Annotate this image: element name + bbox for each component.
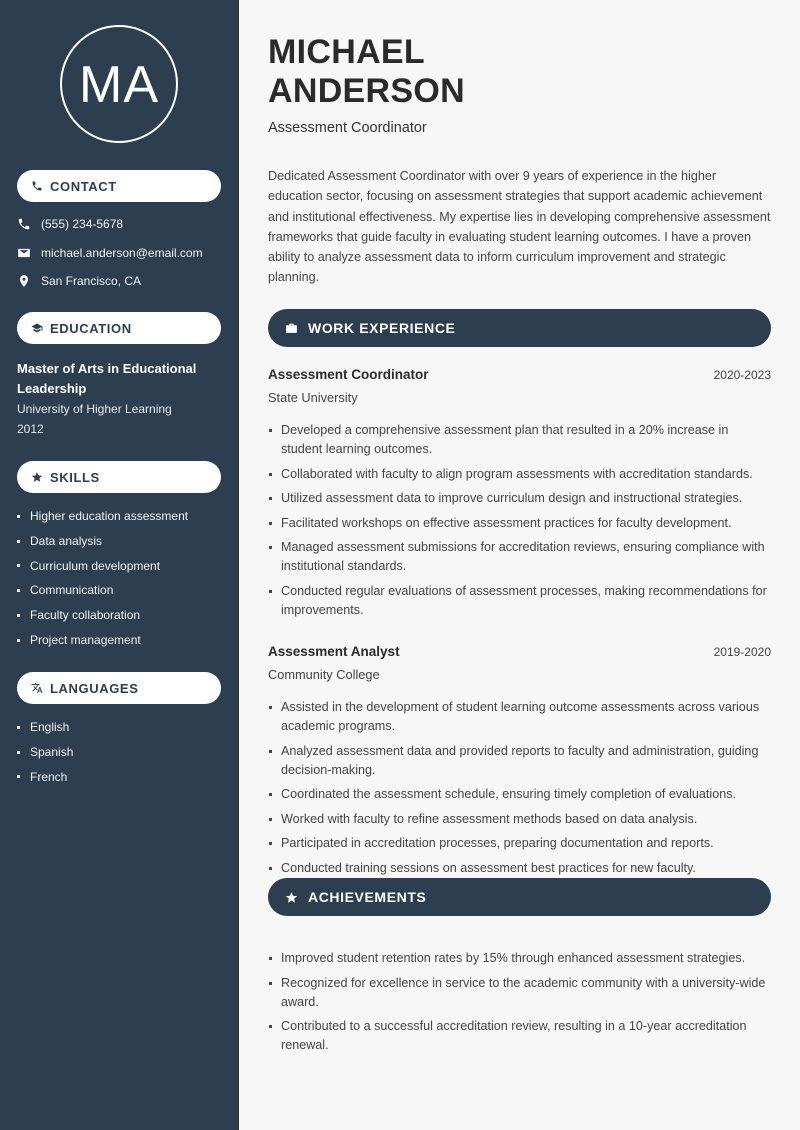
- work-experience-heading-label: WORK EXPERIENCE: [308, 320, 456, 336]
- education-heading: [17, 312, 221, 344]
- list-item: Assisted in the development of student learning outcome assessments across various academic programs.: [268, 698, 771, 736]
- star-icon: [31, 471, 43, 483]
- job-entry-dates: 2020-2023: [713, 368, 771, 382]
- job-title: Assessment Coordinator: [268, 120, 427, 136]
- star-icon: [285, 891, 298, 904]
- phone-icon: [17, 217, 31, 231]
- bullet-icon: [17, 726, 20, 729]
- graduation-cap-icon: [31, 322, 43, 334]
- skill-item: Communication: [17, 578, 188, 603]
- job-entry-bullets: [268, 421, 771, 620]
- email-icon: [17, 246, 31, 260]
- language-item: Spanish: [17, 740, 73, 765]
- avatar: [60, 25, 178, 143]
- skills-heading-label: SKILLS: [50, 469, 100, 485]
- bullet-icon: [17, 564, 20, 567]
- briefcase-icon: [285, 322, 298, 335]
- list-item: Utilized assessment data to improve curriculum design and instructional strategies.: [268, 489, 771, 508]
- bullet-icon: [17, 639, 20, 642]
- list-item: Contributed to a successful accreditation review, resulting in a 10-year accreditation renewal.: [268, 1017, 771, 1055]
- job-entry-organization: State University: [268, 390, 358, 405]
- list-item: Conducted regular evaluations of assessment processes, making recommendations for improvements.: [268, 582, 771, 620]
- list-item: Worked with faculty to refine assessment methods based on data analysis.: [268, 810, 771, 829]
- language-item: French: [17, 765, 73, 790]
- contact-phone[interactable]: [17, 217, 123, 231]
- bullet-icon: [17, 751, 20, 754]
- location-text: San Francisco, CA: [41, 274, 142, 288]
- list-item: Collaborated with faculty to align program assessments with accreditation standards.: [268, 465, 771, 484]
- job-entry-title: Assessment Analyst: [268, 644, 400, 659]
- bullet-icon: [17, 589, 20, 592]
- location-pin-icon: [17, 274, 31, 288]
- job-entry: [268, 644, 771, 883]
- languages-heading-label: LANGUAGES: [50, 680, 139, 696]
- avatar-initials: MA: [79, 56, 159, 114]
- contact-email[interactable]: [17, 246, 203, 260]
- page-title: [268, 33, 465, 111]
- bullet-icon: [17, 775, 20, 778]
- job-entry-organization: Community College: [268, 667, 380, 682]
- list-item: Facilitated workshops on effective assessment practices for faculty development.: [268, 514, 771, 533]
- translate-icon: [31, 682, 43, 694]
- email-address: michael.anderson@email.com: [41, 246, 203, 260]
- skill-item: Data analysis: [17, 529, 188, 554]
- education-degree: Master of Arts in Educational Leadership: [17, 361, 197, 396]
- first-name: MICHAEL: [268, 33, 425, 71]
- phone-number: (555) 234-5678: [41, 217, 124, 231]
- list-item: Participated in accreditation processes, preparing documentation and reports.: [268, 834, 771, 853]
- sidebar: [0, 0, 239, 1130]
- list-item: Analyzed assessment data and provided reports to faculty and administration, guiding decision-making.: [268, 742, 771, 780]
- education-heading-label: EDUCATION: [50, 320, 132, 336]
- contact-location: [17, 274, 141, 288]
- list-item: Developed a comprehensive assessment plan that resulted in a 20% increase in student learning outcomes.: [268, 421, 771, 459]
- phone-icon: [31, 180, 43, 192]
- skill-item: Higher education assessment: [17, 504, 188, 529]
- education-year: 2012: [17, 422, 44, 436]
- bullet-icon: [17, 515, 20, 518]
- list-item: Managed assessment submissions for accreditation reviews, ensuring compliance with institutional standards.: [268, 538, 771, 576]
- job-entry-dates: 2019-2020: [713, 645, 771, 659]
- skills-list: [17, 504, 188, 653]
- languages-list: [17, 715, 73, 789]
- skills-heading: [17, 461, 221, 493]
- contact-heading-label: CONTACT: [50, 178, 117, 194]
- achievements-list: [268, 949, 771, 1061]
- list-item: Coordinated the assessment schedule, ensuring timely completion of evaluations.: [268, 785, 771, 804]
- skill-item: Project management: [17, 628, 188, 653]
- job-entry-bullets: [268, 698, 771, 878]
- languages-heading: [17, 672, 221, 704]
- language-item: English: [17, 715, 73, 740]
- skill-item: Faculty collaboration: [17, 603, 188, 628]
- list-item: Improved student retention rates by 15% through enhanced assessment strategies.: [268, 949, 771, 968]
- achievements-heading-label: ACHIEVEMENTS: [308, 889, 427, 905]
- contact-heading: [17, 170, 221, 202]
- list-item: Recognized for excellence in service to the academic community with a university-wide award.: [268, 974, 771, 1012]
- education-entry: [17, 359, 227, 439]
- bullet-icon: [17, 540, 20, 543]
- job-entry-title: Assessment Coordinator: [268, 367, 429, 382]
- work-experience-heading: [268, 309, 771, 347]
- last-name: ANDERSON: [268, 72, 465, 110]
- list-item: Conducted training sessions on assessment best practices for new faculty.: [268, 859, 771, 878]
- skill-item: Curriculum development: [17, 554, 188, 579]
- bullet-icon: [17, 614, 20, 617]
- profile-summary: Dedicated Assessment Coordinator with over 9 years of experience in the higher education sector, focusing on assessment strategies that support academic achievement and institutional effectiveness. My expertise lies in developing comprehensive assessment frameworks that guide faculty in evaluating student learning outcomes. I have a proven ability to analyze assessment data to inform curriculum improvement and strategic planning.: [268, 169, 771, 285]
- job-entry: [268, 367, 771, 625]
- education-school: University of Higher Learning: [17, 402, 172, 416]
- achievements-heading: [268, 878, 771, 916]
